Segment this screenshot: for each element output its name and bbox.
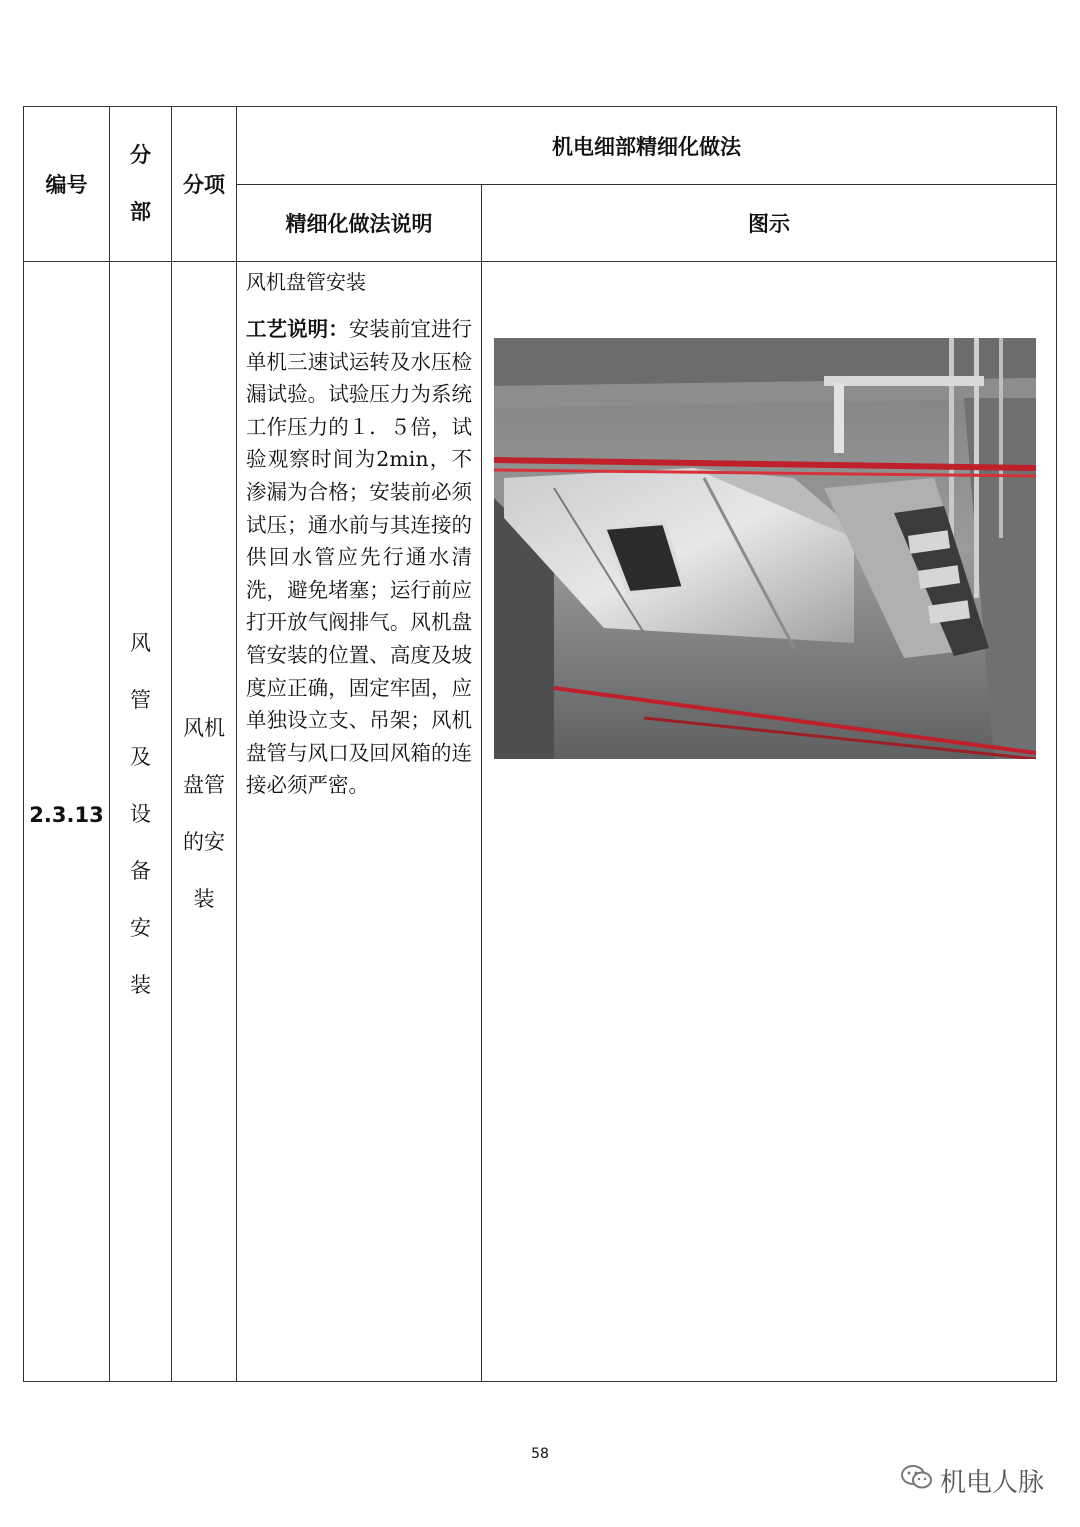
division-char: 管 <box>130 688 151 712</box>
header-division-char: 部 <box>130 200 151 224</box>
subitem-line: 的安 <box>183 830 225 854</box>
description-body: 安装前宜进行单机三速试运转及水压检漏试验。试验压力为系统工作压力的１．５倍，试验观察时间为2min，不渗漏为合格；安装前必须试压；通水前与其连接的供回水管应先行通水清洗，避免堵塞；运行前应打开放气阀排气。风机盘管安装的位置、高度及坡度应正确，固定牢固，应单独设立支、吊架；风机盘管与风口及回风箱的连接必须严密。 <box>246 317 472 798</box>
page-number: 58 <box>531 1446 549 1462</box>
division-char: 备 <box>130 859 151 883</box>
division-char: 设 <box>130 802 151 826</box>
header-main: 机电细部精细化做法 <box>552 134 741 159</box>
description-title: 风机盘管安装 <box>246 270 366 294</box>
header-code: 编号 <box>45 173 88 197</box>
description-label: 工艺说明： <box>246 317 349 341</box>
header-illustration: 图示 <box>748 212 790 236</box>
watermark-text: 机电人脉 <box>940 1468 1045 1498</box>
row-code: 2.3.13 <box>29 803 104 827</box>
header-subitem: 分项 <box>183 173 225 197</box>
subitem-line: 盘管 <box>183 773 225 797</box>
division-char: 安 <box>130 916 151 940</box>
row-division <box>110 615 171 1014</box>
watermark <box>900 1462 1044 1499</box>
header-division <box>110 107 171 261</box>
header-description: 精细化做法说明 <box>285 212 433 236</box>
division-char: 风 <box>130 631 151 655</box>
description-text <box>246 313 472 802</box>
wechat-icon <box>900 1463 934 1498</box>
row-subitem <box>172 700 236 928</box>
division-char: 装 <box>130 973 151 997</box>
division-char: 及 <box>130 745 151 769</box>
header-division-char: 分 <box>130 143 151 167</box>
fan-coil-photo <box>494 338 1036 759</box>
subitem-line: 风机 <box>183 716 225 740</box>
subitem-line: 装 <box>193 887 215 911</box>
